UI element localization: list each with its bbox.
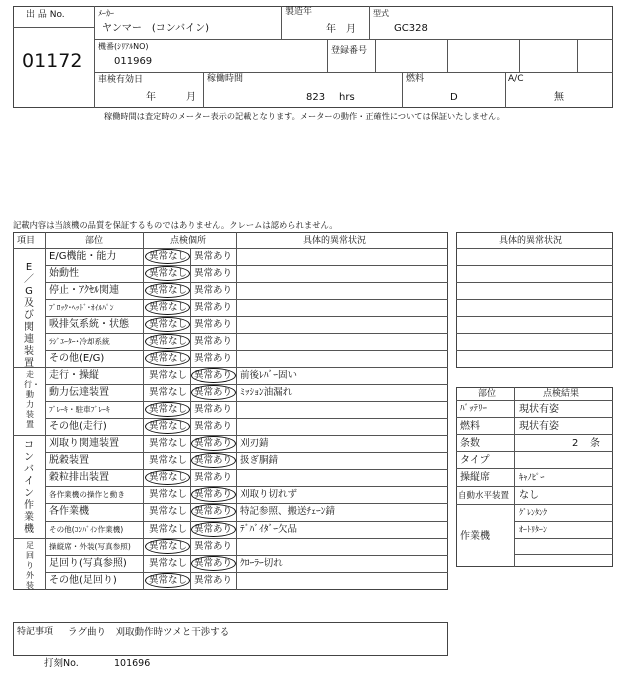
row-part-label: 走行・操縦 xyxy=(49,370,99,381)
status-ng-option[interactable]: 異常あり xyxy=(194,489,233,500)
status-ng-option[interactable]: 異常あり xyxy=(194,506,233,517)
status-ok-option[interactable]: 異常なし xyxy=(149,370,188,381)
col-detail-header: 具体的異常状況 xyxy=(303,236,367,246)
status-ng-option[interactable]: 異常あり xyxy=(194,524,233,535)
row-detail-text: ｸﾛｰﾗｰ切れ xyxy=(240,558,283,569)
status-selected-circle xyxy=(145,266,190,281)
status-ok-option[interactable]: 異常なし xyxy=(149,506,188,517)
status-ng-option[interactable]: 異常あり xyxy=(194,575,233,586)
status-ok-option[interactable]: 異常なし xyxy=(149,336,188,347)
status-ok-option[interactable]: 異常なし xyxy=(149,541,188,552)
rows-label: 条数 xyxy=(460,438,480,449)
row-part-label: 各作業機の操作と動き xyxy=(49,490,125,499)
row-part-label: その他(走行) xyxy=(49,421,107,432)
remarks-text: ラグ曲り 刈取動作時ツメと干渉する xyxy=(68,627,230,638)
status-selected-circle xyxy=(145,351,190,366)
status-ok-option[interactable]: 異常なし xyxy=(149,353,188,364)
status-ng-option[interactable]: 異常あり xyxy=(194,251,233,262)
lot-label: 出 品 No. xyxy=(26,10,65,20)
year-unit: 年 月 xyxy=(326,24,356,35)
status-selected-circle xyxy=(145,249,190,264)
row-detail-text: ﾃﾞﾊﾞｲﾀﾞｰ欠品 xyxy=(240,524,298,535)
row-part-label: 各作業機 xyxy=(49,506,89,517)
stamp-label: 打刻No. xyxy=(44,658,79,669)
disclaimer: 記載内容は当該機の品質を保証するものではありません。クレームは認められません。 xyxy=(13,220,338,230)
status-ok-option[interactable]: 異常なし xyxy=(149,472,188,483)
maker-value: ヤンマー (コンバイン) xyxy=(102,23,210,34)
status-selected-circle xyxy=(145,539,190,554)
status-selected-circle xyxy=(145,317,190,332)
status-ok-option[interactable]: 異常なし xyxy=(149,575,188,586)
row-detail-text: 刈刃錆 xyxy=(240,438,269,449)
status-ng-option[interactable]: 異常あり xyxy=(194,421,233,432)
work-value-2: ｵｰﾄﾘﾀｰﾝ xyxy=(519,525,547,534)
row-part-label: ﾌﾞﾛｯｸ･ﾍｯﾄﾞ･ｵｲﾙﾊﾟﾝ xyxy=(49,303,114,312)
status-selected-circle xyxy=(191,487,236,502)
ac-label: A/C xyxy=(508,74,524,84)
hours-unit: hrs xyxy=(339,92,355,103)
row-part-label: ﾌﾞﾚｰｷ・駐車ﾌﾞﾚｰｷ xyxy=(49,405,110,414)
right-detail-table xyxy=(456,232,613,368)
fuel-value: D xyxy=(450,92,458,103)
row-part-label: ﾗｼﾞｴｰﾀｰ･冷却系統 xyxy=(49,337,110,346)
col-check-header: 点検個所 xyxy=(170,236,207,246)
status-ng-option[interactable]: 異常あり xyxy=(194,404,233,415)
status-ok-option[interactable]: 異常なし xyxy=(149,558,188,569)
status-selected-circle xyxy=(191,385,236,400)
lot-number: 01172 xyxy=(22,50,83,72)
maker-label: ﾒｰｶｰ xyxy=(98,9,114,18)
status-ok-option[interactable]: 異常なし xyxy=(149,404,188,415)
row-part-label: その他(足回り) xyxy=(49,575,117,586)
battery-value: 現状有姿 xyxy=(519,404,559,415)
status-selected-circle xyxy=(191,453,236,468)
status-ng-option[interactable]: 異常あり xyxy=(194,387,233,398)
rows-unit: 条 xyxy=(590,438,600,449)
status-ok-option[interactable]: 異常なし xyxy=(149,438,188,449)
model-value: GC328 xyxy=(394,23,428,34)
serial-label: 機番(ｼﾘｱﾙNO) xyxy=(98,42,149,51)
status-ok-option[interactable]: 異常なし xyxy=(149,302,188,313)
level-value: なし xyxy=(519,490,539,501)
cab-label: 操縦席 xyxy=(460,472,490,483)
fuel-label: 燃料 xyxy=(406,74,425,84)
status-selected-circle xyxy=(145,402,190,417)
fuel2-label: 燃料 xyxy=(460,421,480,432)
row-part-label: 足回り(写真参照) xyxy=(49,558,127,569)
status-ng-option[interactable]: 異常あり xyxy=(194,472,233,483)
serial-value: 011969 xyxy=(114,56,153,67)
row-part-label: 動力伝達装置 xyxy=(49,387,109,398)
row-part-label: 脱穀装置 xyxy=(49,455,89,466)
status-selected-circle xyxy=(145,419,190,434)
status-selected-circle xyxy=(145,283,190,298)
row-part-label: 刈取り関連装置 xyxy=(49,438,119,449)
row-part-label: E/G機能・能力 xyxy=(49,251,117,262)
status-selected-circle xyxy=(145,334,190,349)
result-col-part: 部位 xyxy=(478,389,497,399)
status-ng-option[interactable]: 異常あり xyxy=(194,541,233,552)
registration-label: 登録番号 xyxy=(331,46,368,56)
status-ng-option[interactable]: 異常あり xyxy=(194,319,233,330)
inspection-unit: 年 月 xyxy=(146,92,196,103)
row-detail-text: 特記参照、搬送ﾁｪｰﾝ錆 xyxy=(240,506,336,517)
status-ng-option[interactable]: 異常あり xyxy=(194,285,233,296)
row-part-label: 操縦席・外装(写真参照) xyxy=(49,542,131,551)
group-undercarriage-label: 足回り外装 xyxy=(26,541,34,590)
right-detail-header: 具体的異常状況 xyxy=(499,236,563,246)
row-part-label: 停止・ｱｸｾﾙ関連 xyxy=(49,285,119,296)
row-part-label: 始動性 xyxy=(49,268,79,279)
status-ok-option[interactable]: 異常なし xyxy=(149,455,188,466)
status-ok-option[interactable]: 異常なし xyxy=(149,524,188,535)
row-detail-text: 刈取り切れず xyxy=(240,489,298,500)
status-ok-option[interactable]: 異常なし xyxy=(149,251,188,262)
col-item-header: 項目 xyxy=(17,236,36,246)
status-ng-option[interactable]: 異常あり xyxy=(194,370,233,381)
status-ng-option[interactable]: 異常あり xyxy=(194,558,233,569)
meter-note: 稼働時間は査定時のメーター表示の記載となります。メーターの動作・正確性については保証いたしません。 xyxy=(104,111,505,121)
status-selected-circle xyxy=(191,556,236,571)
status-selected-circle xyxy=(191,522,236,537)
status-selected-circle xyxy=(145,470,190,485)
battery-label: ﾊﾞｯﾃﾘｰ xyxy=(460,404,488,414)
row-part-label: 穀粒排出装置 xyxy=(49,472,109,483)
row-detail-text: 扱ぎ胴錆 xyxy=(240,455,279,466)
row-part-label: 吸排気系統・状態 xyxy=(49,319,129,330)
work-value-1: ｸﾞﾚﾝﾀﾝｸ xyxy=(519,508,547,517)
work-label: 作業機 xyxy=(460,531,490,542)
result-col-result: 点検結果 xyxy=(543,389,580,399)
status-selected-circle xyxy=(145,573,190,588)
status-selected-circle xyxy=(191,504,236,519)
status-ng-option[interactable]: 異常あり xyxy=(194,336,233,347)
status-ng-option[interactable]: 異常あり xyxy=(194,268,233,279)
status-ng-option[interactable]: 異常あり xyxy=(194,353,233,364)
status-ng-option[interactable]: 異常あり xyxy=(194,455,233,466)
row-detail-text: 前後ﾚﾊﾞｰ固い xyxy=(240,370,298,381)
rows-value: 2 xyxy=(572,438,579,449)
group-eg-label xyxy=(23,262,35,370)
status-selected-circle xyxy=(145,300,190,315)
status-ok-option[interactable]: 異常なし xyxy=(149,285,188,296)
status-ok-option[interactable]: 異常なし xyxy=(149,387,188,398)
stamp-value: 101696 xyxy=(114,658,151,669)
model-label: 型式 xyxy=(373,9,389,18)
group-drive-label: 走行・動力装置 xyxy=(24,370,40,429)
row-part-label: その他(E/G) xyxy=(49,353,105,364)
status-ok-option[interactable]: 異常なし xyxy=(149,421,188,432)
hours-value: 823 xyxy=(306,92,326,103)
group-eg-slash: ／ xyxy=(24,274,34,285)
group-combine-label: コンバイン作業機 xyxy=(24,440,34,535)
status-ng-option[interactable]: 異常あり xyxy=(194,438,233,449)
hours-label: 稼働時間 xyxy=(207,74,244,84)
year-label: 製造年 xyxy=(285,7,313,17)
group-eg-first: E xyxy=(25,262,33,273)
status-ok-option[interactable]: 異常なし xyxy=(149,489,188,500)
row-part-label: その他(ｺﾝﾊﾞｲﾝ作業機) xyxy=(49,525,124,534)
remarks-label: 特記事項 xyxy=(17,627,54,637)
fuel2-value: 現状有姿 xyxy=(519,421,559,432)
ac-value: 無 xyxy=(554,92,564,103)
status-ok-option[interactable]: 異常なし xyxy=(149,268,188,279)
col-part-header: 部位 xyxy=(85,236,104,246)
status-ok-option[interactable]: 異常なし xyxy=(149,319,188,330)
inspection-label: 車検有効日 xyxy=(98,75,144,85)
group-eg-text: G及び関連装置 xyxy=(24,286,34,369)
status-selected-circle xyxy=(191,368,236,383)
level-label: 自動水平装置 xyxy=(458,491,510,501)
cab-value: ｷｬﾉﾋﾟｰ xyxy=(519,473,545,483)
row-detail-text: ﾐｯｼｮﾝ油漏れ xyxy=(240,387,293,398)
status-selected-circle xyxy=(191,436,236,451)
status-ng-option[interactable]: 異常あり xyxy=(194,302,233,313)
type-label: タイプ xyxy=(460,455,490,466)
